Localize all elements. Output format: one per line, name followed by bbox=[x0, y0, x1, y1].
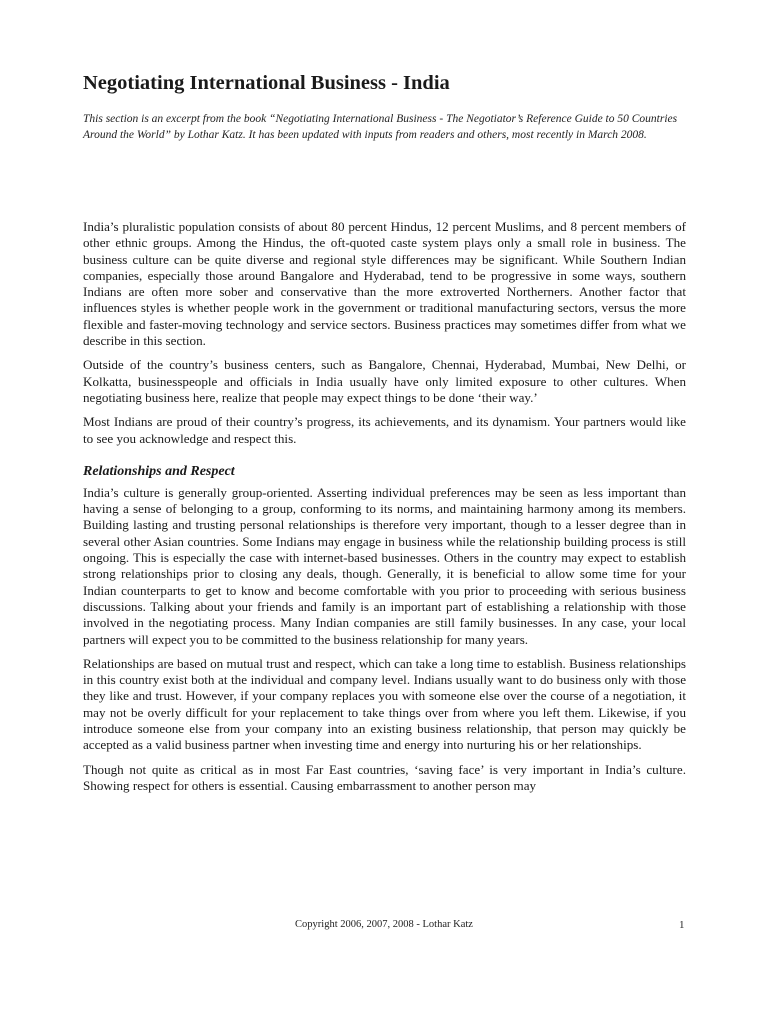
body-paragraph-1: India’s pluralistic population consists of about 80 percent Hindus, 12 percent Muslims, and 8 percent members of other ethnic groups. Among the Hindus, the oft-quoted caste system plays only a small role in business. The business culture can be quite diverse and regional style differences may be significant. While Southern Indian companies, especially those around Bangalore and Hyderabad, tend to be progressive in some ways, southern Indians are often more sober and conservative than the more extroverted Northerners. Another factor that influences styles is whether people work in the government or traditional manufacturing sectors, versus the more flexible and faster-moving technology and service sectors. Business practices may sometimes differ from what we describe in this section. bbox=[83, 219, 686, 349]
intro-note: This section is an excerpt from the book “Negotiating International Business - The Negotiator’s Reference Guide to 50 Countries Around the World” by Lothar Katz. It has been updated with inputs from readers and others, most recently in March 2008. bbox=[83, 113, 678, 142]
document-title: Negotiating International Business - India bbox=[83, 72, 450, 94]
document-body bbox=[83, 219, 686, 802]
body-paragraph-2: Outside of the country’s business centers, such as Bangalore, Chennai, Hyderabad, Mumbai, New Delhi, or Kolkatta, businesspeople and officials in India usually have only limited exposure to other cultures. When negotiating business here, realize that people may expect things to be done ‘their way.’ bbox=[83, 357, 686, 405]
page-number: 1 bbox=[679, 919, 685, 931]
section-paragraph-2: Relationships are based on mutual trust and respect, which can take a long time to establish. Business relationships in this country exist both at the individual and company level. Indians usually want to do business only with those they like and trust. However, if your company replaces you with someone else over the course of a negotiation, it may not be overly difficult for your replacement to take things over from where you left them. Likewise, if you introduce someone else from your company into an existing business relationship, that person may quickly be accepted as a valid business partner when investing time and energy into nurturing his or her relationships. bbox=[83, 655, 686, 753]
section-paragraph-1: India’s culture is generally group-oriented. Asserting individual preferences may be seen as less important than having a sense of belonging to a group, conforming to its norms, and maintaining harmony among its members. Building lasting and trusting personal relationships is therefore very important, though to a lesser degree than in several other Asian countries. Some Indians may engage in business while the relationship building process is still ongoing. This is especially the case with internet-based businesses. Others in the country may expect to establish strong relationships prior to closing any deals, though. Generally, it is beneficial to allow some time for your Indian counterparts to get to know and become comfortable with you prior to proceeding with serious business discussions. Talking about your friends and family is an important part of establishing a relationship with those involved in the negotiating process. Many Indian companies are still family businesses. In any case, your local partners will expect you to be committed to the business relationship for many years. bbox=[83, 484, 686, 647]
section-paragraph-3: Though not quite as critical as in most Far East countries, ‘saving face’ is very important in India’s culture. Showing respect for others is essential. Causing embarrassment to another person may bbox=[83, 761, 686, 793]
page-footer bbox=[0, 919, 768, 939]
body-paragraph-3: Most Indians are proud of their country’s progress, its achievements, and its dynamism. Your partners would like to see you acknowledge and respect this. bbox=[83, 414, 686, 446]
copyright-text: Copyright 2006, 2007, 2008 - Lothar Katz bbox=[295, 919, 473, 930]
section-heading: Relationships and Respect bbox=[83, 463, 235, 479]
